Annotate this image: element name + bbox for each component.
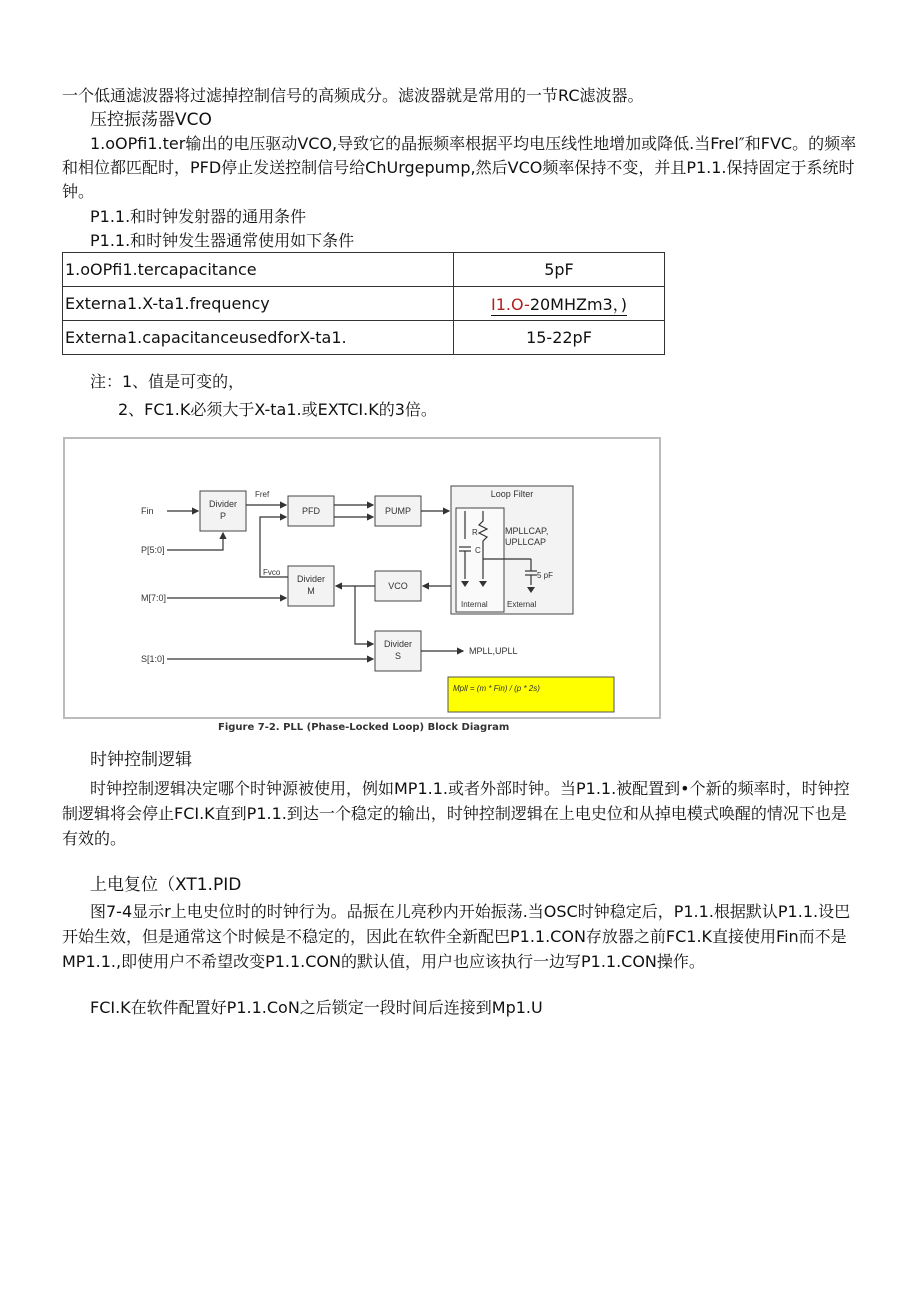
divider-m-label: M (307, 586, 315, 596)
fvco-label: Fvco (263, 568, 281, 577)
internal-label: Internal (461, 600, 488, 609)
clock-logic-heading: 时钟控制逻辑 (90, 750, 192, 770)
cap-names-label: MPLLCAP, (505, 526, 549, 536)
table-row (63, 253, 665, 287)
five-pf-label: 5 pF (537, 571, 554, 580)
c-label: C (475, 546, 481, 555)
table-cell-value-rest: 20MHZm3，) (529, 295, 627, 314)
vco-heading: 压控振荡器VCO (90, 110, 212, 130)
power-on-reset-last-line: FCI.K在软件配置好P1.1.CoN之后锁定一段时间后连接到Mp1.U (90, 998, 543, 1017)
table-row (63, 321, 665, 355)
table-cell-value: 15-22pF (454, 321, 665, 355)
m-input-label: M[7:0] (141, 593, 167, 603)
s-input-label: S[1:0] (141, 654, 165, 664)
table-row (63, 287, 665, 321)
cap-names-label-2: UPLLCAP (505, 537, 547, 547)
table-cell-value-red: I1.O- (491, 295, 530, 314)
formula-box (448, 677, 614, 712)
divider-s-title: Divider (383, 639, 413, 649)
r-label: R (472, 528, 478, 537)
vco-label: VCO (388, 581, 408, 591)
table-cell-name: 1.oOPfi1.tercapacitance (63, 253, 454, 287)
fin-label: Fin (141, 506, 154, 516)
external-label: External (507, 600, 537, 609)
table-cell-name: Externa1.X-ta1.frequency (63, 287, 454, 321)
figure-caption: Figure 7-2. PLL (Phase-Locked Loop) Block Diagram (218, 722, 510, 733)
pll-block-diagram (63, 437, 661, 719)
power-on-reset-heading: 上电复位（XT1.PID (90, 875, 242, 895)
formula-label: Mpll = (m * Fin) / (p * 2s) (453, 684, 540, 693)
table-cell-value (454, 287, 665, 321)
loop-filter-label: Loop Filter (490, 489, 534, 499)
divider-s-label: S (394, 651, 402, 661)
fref-label: Fref (255, 490, 270, 499)
output-label: MPLL,UPLL (469, 646, 518, 656)
conditions-table (62, 252, 665, 355)
note-1: 注：1、值是可变的， (90, 372, 245, 391)
pump-label: PUMP (384, 506, 412, 516)
pll-general-conditions: P1.1.和时钟发射器的通用条件 (90, 207, 307, 226)
clock-logic-paragraph: 时钟控制逻辑决定哪个时钟源被使用，例如MP1.1.或者外部时钟。当P1.1.被配置到•个新的频率时，时钟控制逻辑将会停止FCI.K直到P1.1.到达一个稳定的输出，时钟控制逻辑在上电史位和从掉电模式唤醒的情况下也是有效的。 (62, 779, 850, 848)
note-2: 2、FC1.K必须大于X-ta1.或EXTCI.K的3倍。 (118, 400, 437, 419)
power-on-reset-paragraph: 图7-4显示r上电史位时的时钟行为。品振在儿亮秒内开始振荡.当OSC时钟稳定后，P1.1.根据默认P1.1.设巴开始生效，但是通常这个时候是不稳定的，因此在软件全新配巴P1.1.CON存放器之前FC1.K直接使用Fin而不是MP1.1.,即使用户不希望改变P1.1.CON的默认值，用户也应该执行一边写P1.1.CON操作。 (62, 902, 851, 971)
pll-usual-conditions: P1.1.和时钟发生器通常使用如下条件 (90, 231, 355, 250)
divider-p-title: Divider (208, 499, 238, 509)
p-input-label: P[5:0] (141, 545, 165, 555)
table-cell-value: 5pF (454, 253, 665, 287)
intro-line: 一个低通滤波器将过滤掉控制信号的高频成分。滤波器就是常用的一节RC滤波器。 (62, 86, 644, 105)
pfd-label: PFD (302, 506, 320, 516)
table-cell-name: Externa1.capacitanceusedforX-ta1. (63, 321, 454, 355)
divider-m-title: Divider (296, 574, 326, 584)
divider-p-label: P (219, 511, 227, 521)
vco-paragraph: 1.oOPfi1.ter输出的电压驱动VCO,导致它的晶振频率根据平均电压线性地增加或降低.当Frel″和FVC。的频率和相位都匹配时，PFD停止发送控制信号给ChUrgepump,然后VCO频率保持不变，并且P1.1.保持固定于系统时钟。 (62, 134, 857, 201)
